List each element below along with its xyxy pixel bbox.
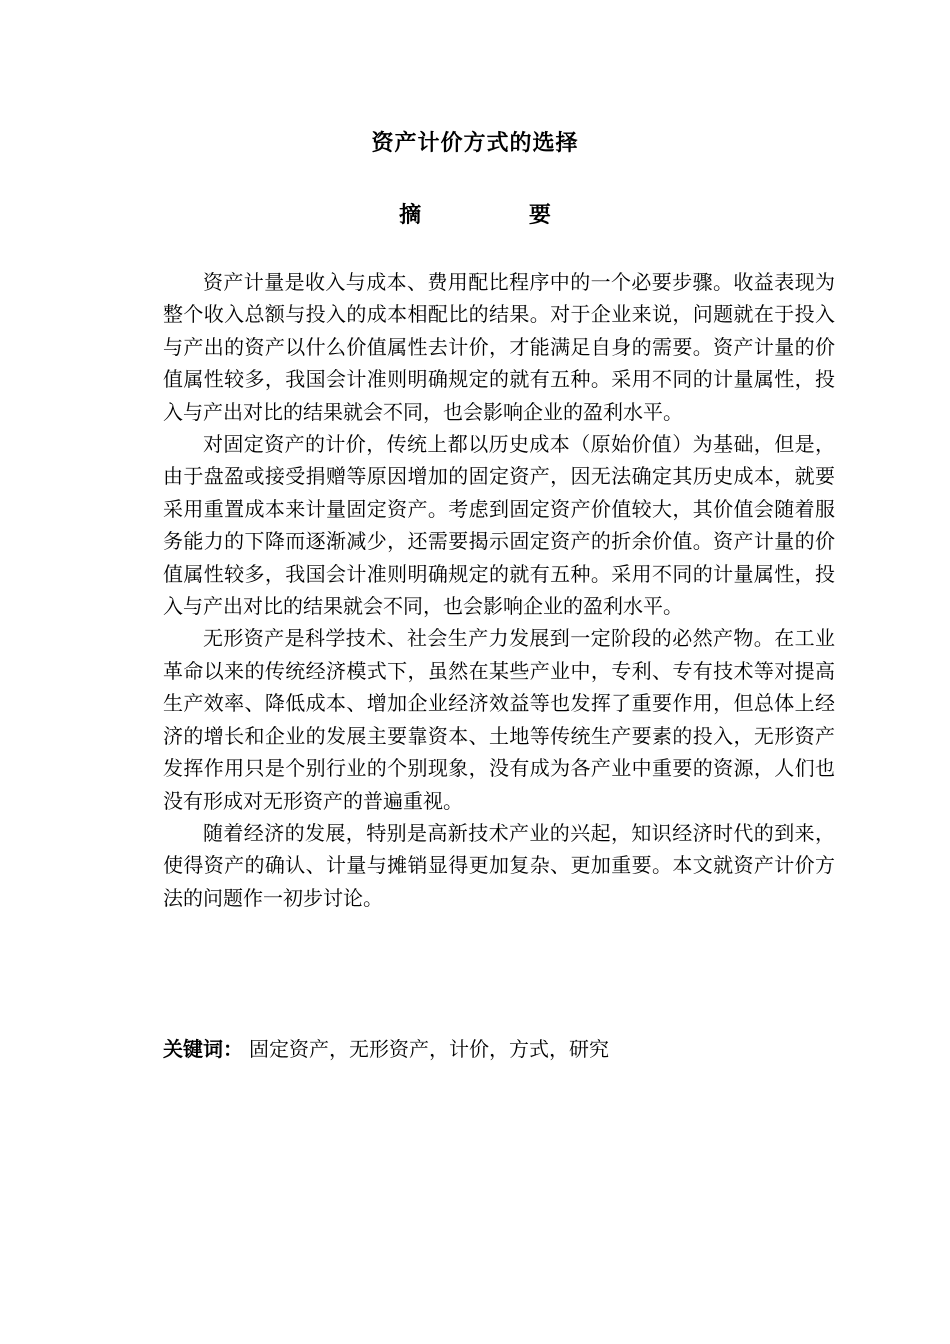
- document-title: 资产计价方式的选择: [371, 131, 579, 156]
- abstract-paragraph: 无形资产是科学技术、社会生产力发展到一定阶段的必然产物。在工业革命以来的传统经济模式下，虽然在某些产业中，专利、专有技术等对提高生产效率、降低成本、增加企业经济效益等也发挥了重要作用，但总体上经济的增长和企业的发展主要靠资本、土地等传统生产要素的投入，无形资产发挥作用只是个别行业的个别现象，没有成为各产业中重要的资源，人们也没有形成对无形资产的普遍重视。: [163, 626, 835, 813]
- keywords-value: 固定资产，无形资产，计价，方式，研究: [249, 1037, 609, 1061]
- keywords-label: 关键词：: [163, 1037, 243, 1061]
- keywords-line: [163, 1033, 835, 1065]
- abstract-body: [163, 266, 835, 914]
- abstract-paragraph: 随着经济的发展，特别是高新技术产业的兴起，知识经济时代的到来，使得资产的确认、计量与摊销显得更加复杂、更加重要。本文就资产计价方法的问题作一初步讨论。: [163, 820, 835, 910]
- abstract-paragraph: 对固定资产的计价，传统上都以历史成本（原始价值）为基础，但是，由于盘盈或接受捐赠等原因增加的固定资产，因无法确定其历史成本，就要采用重置成本来计量固定资产。考虑到固定资产价值较大，其价值会随着服务能力的下降而逐渐减少，还需要揭示固定资产的折余价值。资产计量的价值属性较多，我国会计准则明确规定的就有五种。采用不同的计量属性，投入与产出对比的结果就会不同，也会影响企业的盈利水平。: [163, 432, 835, 619]
- abstract-paragraph: 资产计量是收入与成本、费用配比程序中的一个必要步骤。收益表现为整个收入总额与投入的成本相配比的结果。对于企业来说，问题就在于投入与产出的资产以什么价值属性去计价，才能满足自身的需要。资产计量的价值属性较多，我国会计准则明确规定的就有五种。采用不同的计量属性，投入与产出对比的结果就会不同，也会影响企业的盈利水平。: [163, 270, 835, 424]
- abstract-heading: 摘 要: [399, 203, 601, 228]
